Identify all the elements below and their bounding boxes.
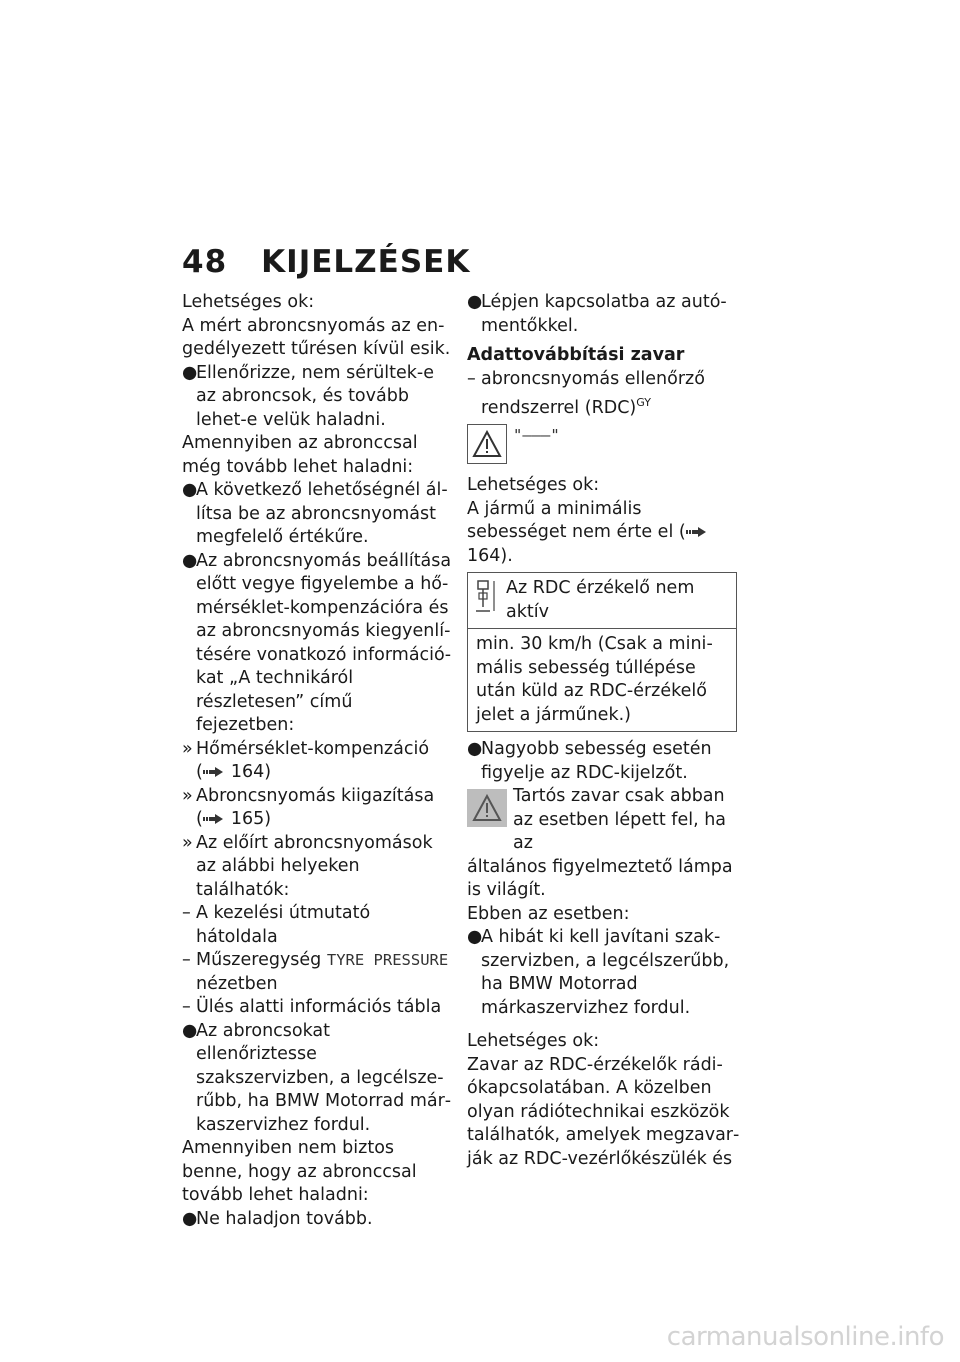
arrow-ref-icon xyxy=(686,527,708,537)
footnote-marker: GY xyxy=(636,396,651,409)
bullet-item: ● Ne haladjon tovább. xyxy=(182,1208,452,1232)
bullet-icon: ● xyxy=(182,362,198,383)
note-box xyxy=(467,572,737,732)
note-text: min. 30 km/h (Csak a minimális sebesség túllépése után küld az RDC-érzékelő jelet a járműnek.) xyxy=(476,634,713,725)
bullet-icon: ● xyxy=(182,1208,198,1229)
paragraph: Zavar az RDC-érzékelők rádiókapcsolatában. A közelben olyan rádiótechnikai eszközök találhatók, amelyek megzavarják az RDC-vezérlőkészülék és xyxy=(467,1054,740,1169)
chevron-right-icon: » xyxy=(182,738,193,759)
warning-triangle-icon xyxy=(467,424,507,464)
bullet-item: ● A hibát ki kell javítani szakszervizben, a legcélszerűbb, ha BMW Motorrad márkaszervizhez fordul. xyxy=(467,927,730,1018)
paragraph: Ebben az esetben: xyxy=(467,903,630,924)
section-heading: Adattovábbítási zavar xyxy=(467,345,685,365)
general-warning xyxy=(467,785,742,856)
chevron-right-icon: » xyxy=(182,832,193,853)
warning-display xyxy=(467,424,742,464)
display-text: TYRE PRESSURE xyxy=(326,951,449,969)
warning-triangle-icon xyxy=(467,789,507,827)
arrow-ref-icon xyxy=(203,814,225,824)
bullet-icon: ● xyxy=(467,927,483,948)
paragraph: általános figyelmeztető lámpa is világít. xyxy=(467,856,733,901)
paragraph: Lehetséges ok: xyxy=(467,475,600,496)
dash-item: – A kezelési útmutató hátoldala xyxy=(182,903,371,947)
reference-item: » Az előírt abroncsnyomások az alábbi helyeken találhatók: xyxy=(182,832,433,900)
paragraph: Amennyiben az abronccsal még tovább lehet haladni: xyxy=(182,433,418,477)
bullet-item: ● A következő lehetőségnél állítsa be az abroncsnyomást megfelelő értékűre. xyxy=(182,480,448,547)
bullet-item: ● Az abroncsnyomás beállítása előtt vegye figyelembe a hőmérséklet-kompenzációra és az abroncsnyomás kiegyenlítésére vonatkozó információkat „A technikáról részletesen” című fejezetben: xyxy=(182,550,452,735)
chevron-right-icon: » xyxy=(182,785,193,806)
paragraph: Amennyiben nem biztos benne, hogy az abronccsal tovább lehet haladni: xyxy=(182,1138,417,1205)
watermark: carmanualsonline.info xyxy=(666,1322,944,1352)
page-title: KIJELZÉSEK xyxy=(261,244,471,280)
paragraph: Lehetséges ok: xyxy=(467,1031,600,1052)
bullet-icon: ● xyxy=(182,550,198,571)
bullet-item: ● Nagyobb sebesség esetén figyelje az RDC-kijelzőt. xyxy=(467,739,712,783)
bullet-icon: ● xyxy=(467,739,483,760)
rdc-sensor-icon xyxy=(474,577,498,617)
paragraph: A mért abroncsnyomás az engedélyezett tűrésen kívül esik. xyxy=(182,315,451,359)
bullet-item: ● Lépjen kapcsolatba az autómentőkkel. xyxy=(467,292,727,336)
dash-item: – Műszeregység TYRE PRESSURE nézetben xyxy=(182,950,449,994)
left-column xyxy=(182,291,452,1231)
paragraph: Lehetséges ok: xyxy=(182,292,315,312)
paragraph: Tartós zavar csak abban az esetben lépett fel, ha az xyxy=(513,786,727,854)
page-header xyxy=(182,244,470,280)
bullet-icon: ● xyxy=(182,480,198,500)
bullet-icon: ● xyxy=(182,1020,198,1041)
right-column xyxy=(467,291,742,1171)
bullet-item: ● Az abroncsokat ellenőriztesse szakszervizben, a legcélszerűbb, ha BMW Motorrad márkaszervizhez fordul. xyxy=(182,1020,452,1135)
dash-item: – Ülés alatti információs tábla xyxy=(182,997,442,1017)
arrow-ref-icon xyxy=(203,767,225,777)
page-number: 48 xyxy=(182,244,228,280)
reference-item: » Abroncsnyomás kiigazítása ( 165) xyxy=(182,785,435,829)
bullet-item: ● Ellenőrizze, nem sérültek-e az abroncsok, és tovább lehet-e velük haladni. xyxy=(182,362,435,430)
bullet-icon: ● xyxy=(467,292,483,312)
display-value: "–––" xyxy=(513,426,560,445)
paragraph: A jármű a minimális sebességet nem érte el (164). xyxy=(467,498,742,569)
reference-item: » Hőmérséklet-kompenzáció ( 164) xyxy=(182,738,430,782)
dash-item: – abroncsnyomás ellenőrző rendszerrel (RDC)$^{GY}$ xyxy=(467,368,705,418)
note-title: Az RDC érzékelő nem aktív xyxy=(506,578,695,622)
